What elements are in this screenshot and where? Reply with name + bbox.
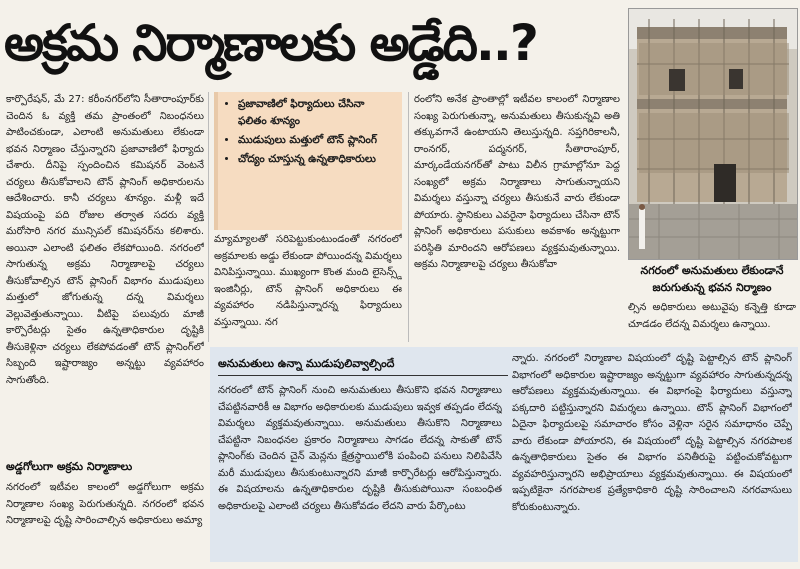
sidebar-box — [210, 347, 798, 562]
highlight-item: • ముడుపులు మత్తులో టౌన్ ప్లానింగ్ — [238, 132, 396, 149]
article-paragraph-3: మ్యామ్యాలతో సరిపెట్టుకుంటుండంతో నగరంలో అక్రమాలకు అడ్డు లేకుండా పోయిందన్న విమర్శలు వినిపిస్తున్నాయి. ముఖ్యంగా కొంత మంది లైసెన్స్డ్ ఇంజినీర్లు, టౌన్ ప్లానింగ్ అధికారులు ఈ వ్యవహారం నడిపిస్తున్నారన్న ఫిర్యాదులు వస్తున్నాయి. నగ — [214, 234, 402, 328]
article-paragraph-2: నగరంలో ఇటీవల కాలంలో అడ్డగోలుగా అక్రమ నిర్మాణాల సంఖ్య పెరుగుతున్నది. నగరంలో భవన నిర్మాణాలపై దృష్టి సారించాల్సిన అధికారులు అమ్యా — [6, 482, 204, 526]
article-paragraph-1: కార్పొరేషన్, మే 27: కరీంనగర్‌లోని సీతారాంపూర్‌కు చెందిన ఓ వ్యక్తి తమ ప్రాంతంలో నిబంధనలు పాటించకుండా, ఎలాంటి అనుమతులు లేకుండా భవన నిర్మాణం చేస్తున్నారని ప్రజావాణిలో ఫిర్యాదు చేశారు. దీనిపై స్పందించిన కమిషనర్ వెంటనే చర్యలు తీసుకోవాలని టౌన్ ప్లానింగ్ అధికారులను ఆదేశించారు. కానీ చర్యలు శూన్యం. మళ్లీ ఇదే విషయంపై పది రోజుల తర్వాత సదరు వ్యక్తి మరోసారి నగర మున్సిపల్ కమిషనర్‌ను కలిశారు. అయినా ఎలాంటి ఫలితం లేకపోయింది. నగరంలో సాగుతున్న అక్రమ నిర్మాణాలపై చర్యలు తీసుకోవాల్సిన టౌన్ ప్లానింగ్ విభాగం ముడుపులు మత్తులో జోగుతున్న దన్న విమర్శలు వెల్లువెత్తుతున్నాయి. వీటిపై పలువురు మాజీ కార్పొరేటర్లు సైతం ఉన్నతాధికారుల దృష్టికి తీసుకెళ్లినా చర్యలు లేకపోవడంతో టౌన్ ప్లానింగ్‌లో సిబ్బంది ఇష్టారాజ్యం అన్నట్టు వ్యవహారం సాగుతోంది. — [6, 94, 204, 386]
column-1 — [6, 92, 204, 454]
box-column-2 — [512, 351, 792, 561]
subhead-illegal-constructions: అడ్డగోలుగా అక్రమ నిర్మాణాలు — [6, 460, 133, 473]
column-4 — [628, 300, 796, 342]
highlights-box — [214, 92, 402, 230]
column-1b — [6, 480, 204, 564]
column-2 — [214, 232, 402, 342]
box-paragraph-2: న్నారు. నగరంలో నిర్మాణాల విషయంలో దృష్టి పెట్టాల్సిన టౌన్ ప్లానింగ్ విభాగంలో అధికారుల ఇష్టారాజ్యం అన్నట్టుగా వ్యవహారం సాగుతున్నదన్న ఆరోపణలు వ్యక్తమవుతున్నాయి. ఈ విభాగంపై ఫిర్యాదులు వస్తున్నా పక్కదారి పట్టిస్తున్నారని విమర్శలు ఉన్నాయి. టౌన్ ప్లానింగ్ విభాగంలో ఏదైనా ఫిర్యాదులపై సమాచారం కోసం వెళ్లినా సరైన సమాధానం చెప్పే వారు లేకుండా పోయారని, ఈ విషయంలో దృష్టి పెట్టాల్సిన నగరపాలక ఉన్నతాధికారులు సైతం ఈ విభాగం పనితీరుపై పట్టించుకోవట్టుగా వ్యవహరిస్తున్నారని అభిప్రాయాలు వ్యక్తమవుతున్నాయి. ఈ విషయంలో ఇప్పటికైనా నగరపాలక ప్రత్యేకాధికారి దృష్టి సారించాలని నగరవాసులు కోరుకుంటున్నారు. — [512, 353, 792, 513]
highlight-item: • చోద్యం చూస్తున్న ఉన్నతాధికారులు — [238, 151, 396, 168]
photo-caption: నగరంలో అనుమతులు లేకుండానే జరుగుతున్న భవన నిర్మాణం — [640, 264, 784, 294]
highlight-item: • ప్రజావాణిలో ఫిర్యాదులు చేసినా ఫలితం శూన్యం — [238, 96, 396, 130]
box-title: అనుమతులు ఉన్నా ముడుపులివ్వాల్సిందే — [218, 357, 395, 370]
article-paragraph-4: రంలోని అనేక ప్రాంతాల్లో ఇటీవల కాలంలో నిర్మాణాల సంఖ్య పెరుగుతున్నా, అనుమతులు తీసుకున్నవి అతి తక్కువగానే ఉంటాయని తెలుస్తున్నది. సప్తగిరికాలనీ, రాంనగర్, పద్మనగర్, సీతారాంపూర్, మార్కండేయనగర్‌తో పాటు విలీన గ్రామాల్లోనూ పెద్ద సంఖ్యలో అక్రమ నిర్మాణాలు సాగుతున్నాయని విమర్శలు వస్తున్నా చర్యలు తీసుకునే వారు లేకుండా పోయారు. స్థానికులు ఎవరైనా ఫిర్యాదులు చేసినా టౌన్ ప్లానింగ్ అధికారులు పసుకులు అవకాశం అన్నట్టుగా పరిస్థితి మారిందని ఆరోపణలు వ్యక్తమవుతున్నాయి. అక్రమ నిర్మాణాలపై చర్యలు తీసుకోవా — [414, 94, 620, 270]
column-divider — [208, 92, 209, 342]
article-paragraph-5: ల్సిన అధికారులు అటువైపు కన్నెత్తి కూడా చూడడం లేదన్న విమర్శలు ఉన్నాయి. — [628, 302, 796, 330]
column-3 — [414, 92, 620, 342]
highlights-list — [224, 96, 396, 168]
column-divider — [408, 92, 409, 342]
box-column-1 — [218, 383, 502, 561]
title-underline — [218, 375, 508, 376]
construction-photo — [628, 8, 798, 260]
headline: అక్రమ నిర్మాణాలకు అడ్డేది..? — [4, 14, 537, 72]
building-illustration — [629, 9, 797, 259]
box-paragraph-1: నగరంలో టౌన్ ప్లానింగ్ నుంచి అనుమతులు తీసుకొని భవన నిర్మాణాలు చేపట్టినవారికీ ఆ విభాగం అధికారులకు ముడుపులు ఇవ్వక తప్పడం లేదన్న విమర్శలు వ్యక్తమవుతున్నాయి. అనుమతులు తీసుకొని నిర్మాణాలు చేపట్టినా నిబంధనల ప్రకారం నిర్మాణాలు సాగడం లేదన్న సాకుతో టౌన్ ప్లానింగ్‌కు చెందిన చైన్ మెన్లను క్షేత్రస్థాయిలోకి పంపించి పనులు నిలిపివేసి మరీ ముడుపులు తీసుకుంటున్నారని మాజీ కార్పొరేటర్లు ఆరోపిస్తున్నారు. ఈ విషయాలను ఉన్నతాధికారుల దృష్టికి తీసుకుపోయినా సంబంధిత అధికారులపై ఎలాంటి చర్యలు తీసుకోవడం లేదని వారు పేర్కొంటు — [218, 385, 502, 512]
